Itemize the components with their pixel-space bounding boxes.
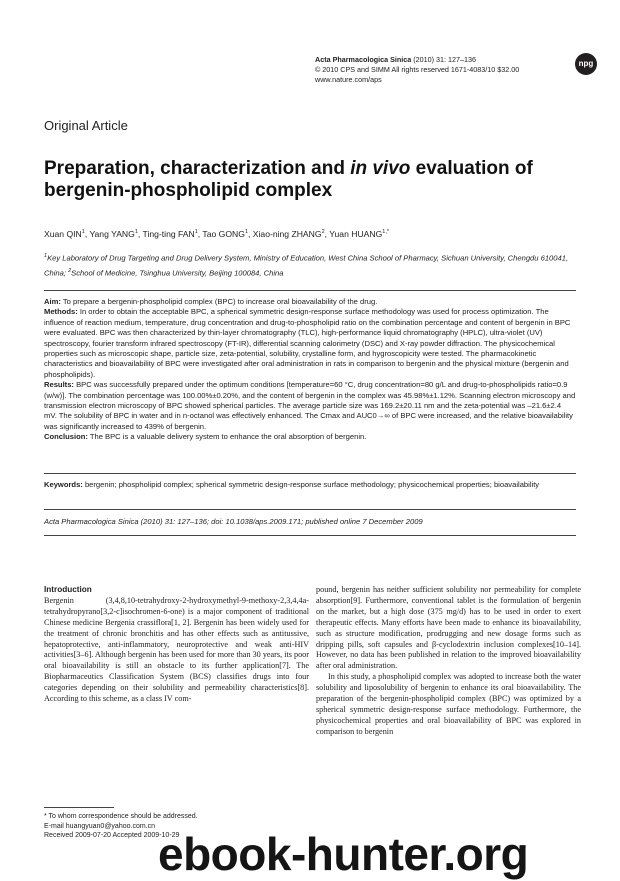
journal-issue: (2010) 31: 127–136 [413,55,477,64]
affiliation-sup: 1 [44,253,48,259]
intro-heading: Introduction [44,585,92,594]
author-sup: 1 [194,229,198,236]
affiliations [44,250,584,279]
aim-label: Aim: [44,297,61,306]
author-sup: 1 [81,229,85,236]
results-label: Results: [44,380,74,390]
footnote-divider [44,807,114,808]
abstract [44,297,576,443]
author: Yang YANG [89,229,135,239]
email-note: E-mail huangyuan0@yahoo.com.cn [44,822,156,830]
divider [44,535,576,536]
dates-note: Received 2009-07-20 Accepted 2009-10-29 [44,832,180,840]
keywords [44,480,576,490]
body-paragraph: Bergenin (3,4,8,10-tetrahydroxy-2-hydroxymethyl-9-methoxy-2,3,4,4a-tetrahydropyrano[3,2-c]isochromen-6-one) is a major component of traditional Chinese medicine Bergenia crassiflora[1, 2]. Bergenin has been widely used for the treatment of chronic bronchitis and has other effects such as antitussive, hepatoprotective, anti-inflammatory, neuroprotective and weak anti-HIV activities[3–6]. Although bergenin has been used for more than 30 years, its poor oral bioavailability is still an obstacle to its further application[7]. The Biopharmaceutics Classification System (BCS) classifies drugs into four categories depending on their solubility and permeability characteristics[8]. According to this scheme, as a class IV com- [44,595,309,704]
body-left-column [44,585,309,705]
author: Xiao-ning ZHANG [252,229,322,239]
article-type: Original Article [44,118,128,133]
results-text: BPC was successfully prepared under the optimum conditions [temperature=60 °C, drug concentration=80 g/L and drug-to-phospholipids ratio=0.9 (w/w)]. The combination percentage was 100.00%±0.20%, and the content of bergenin in the complex was 45.98%±1.12%. Scanning electron microscopy and transmission electron microscopy of BPC showed spherical particles. The average particle size was 169.2±20.11 nm and the zeta-potential was –21.6±2.4 mV. The solubility of BPC in water and in n-octanol was effectively enhanced. The Cmax and AUC0→∞ of BPC were increased, and the relative bioavailability was significantly increased to 439% of bergenin. [44,380,576,431]
body-paragraph: In this study, a phospholipid complex was adopted to increase both the water solubility and liposolubility of bergenin to enhance its oral bioavailability. The preparation of the bergenin-phospholipid complex (BPC) was optimized by a spherical symmetric design-response surface methodology. Furthermore, the physicochemical properties and oral bioavailability of BPC was explored in comparison to bergenin [316,672,581,736]
divider [44,473,576,474]
author-list: Xuan QIN$^1$, Yang YANG$^1$, Ting-ting FAN$^1$, Tao GONG$^1$, Xiao-ning ZHANG$^2$, Yuan $HUANG^{1,*}$ [44,229,390,239]
affiliation-1: Key Laboratory of Drug Targeting and Drug Delivery System, Ministry of Education, West China School of Pharmacy, Sichuan University, Chengdu 610041, China; [44,253,569,278]
keywords-text: bergenin; phospholipid complex; spherical symmetric design-response surface methodology; physicochemical properties; bioavailability [82,480,540,489]
author-sup: 1,* [382,229,390,236]
author-sup: 1 [134,229,138,236]
citation: Acta Pharmacologica Sinica (2010) 31: 127–136; doi: 10.1038/aps.2009.171; published online 7 December 2009 [44,517,423,526]
journal-name: Acta Pharmacologica Sinica [315,55,412,64]
affiliation-2: School of Medicine, Tsinghua University, Beijing 100084, China [71,268,284,278]
author-sup: 1 [244,229,248,236]
author-sup: 2 [321,229,325,236]
author: Tao GONG [202,229,245,239]
conclusion-label: Conclusion: [44,432,88,442]
methods-label: Methods: [44,307,78,317]
watermark: ebook-hunter.org [158,828,529,880]
author: Ting-ting FAN [142,229,195,239]
body-right-column [316,585,581,738]
affiliation-sup: 2 [68,267,72,274]
divider [44,509,576,510]
title-italic: in vivo [350,158,411,179]
author: Yuan HUANG [329,229,383,239]
correspondence-note: * To whom correspondence should be addressed. [44,813,198,820]
body-paragraph: pound, bergenin has neither sufficient solubility nor permeability for complete absorption[9]. Furthermore, conventional tablet is the formulation of bergenin on the market, but a high dose (375 mg/d) has to be used in order to exert therapeutic effects. Many efforts have been made to enhance its bioavailability, such as structure modification, prodrugging and new dosage forms such as dripping pills, soft capsules and β-cyclodextrin inclusion complexes[10–14]. However, no data has been published in relation to the improved bioavailability after oral administration. [316,585,581,671]
journal-header [315,55,560,85]
methods-text: In order to obtain the acceptable BPC, a spherical symmetric design-response surface methodology was used for process optimization. The influence of reaction medium, temperature, drug concentration and drug-to-phospholipid ratio on the combination percentage and content of bergenin in BPC were evaluated. BPC was then characterized by thin-layer chromatography (TLC), high-performance liquid chromatography (HPLC), ultra-violet (UV) spectroscopy, fourier transform infrared spectroscopy (FT-IR), differential scanning calorimetry (DSC) and X-ray powder diffraction. The physicochemical properties such as microscopic shape, particle size, zeta-potential, solubility, crystalline form, and hygroscopicity were tested. The pharmacokinetic characteristics and bioavailability of BPC were investigated after oral administration in rats in comparison to bergenin and the physical mixture (bergenin and phospholipids). [44,307,571,379]
conclusion-text: The BPC is a valuable delivery system to enhance the oral absorption of bergenin. [87,432,367,442]
aim-text: To prepare a bergenin-phospholipid complex (BPC) to increase oral bioavailability of the drug. [60,297,378,306]
journal-url[interactable]: www.nature.com/aps [315,75,382,84]
author: Xuan QIN [44,229,82,239]
title-part-1: Preparation, characterization and [44,158,351,179]
npg-logo: npg [575,53,597,75]
divider [44,290,576,291]
article-title [44,158,564,202]
keywords-label: Keywords: [44,480,83,489]
title-part-2: evaluation of bergenin-phospholipid complex [44,158,533,201]
copyright-line: © 2010 CPS and SIMM All rights reserved 1671-4083/10 $32.00 [315,65,520,74]
